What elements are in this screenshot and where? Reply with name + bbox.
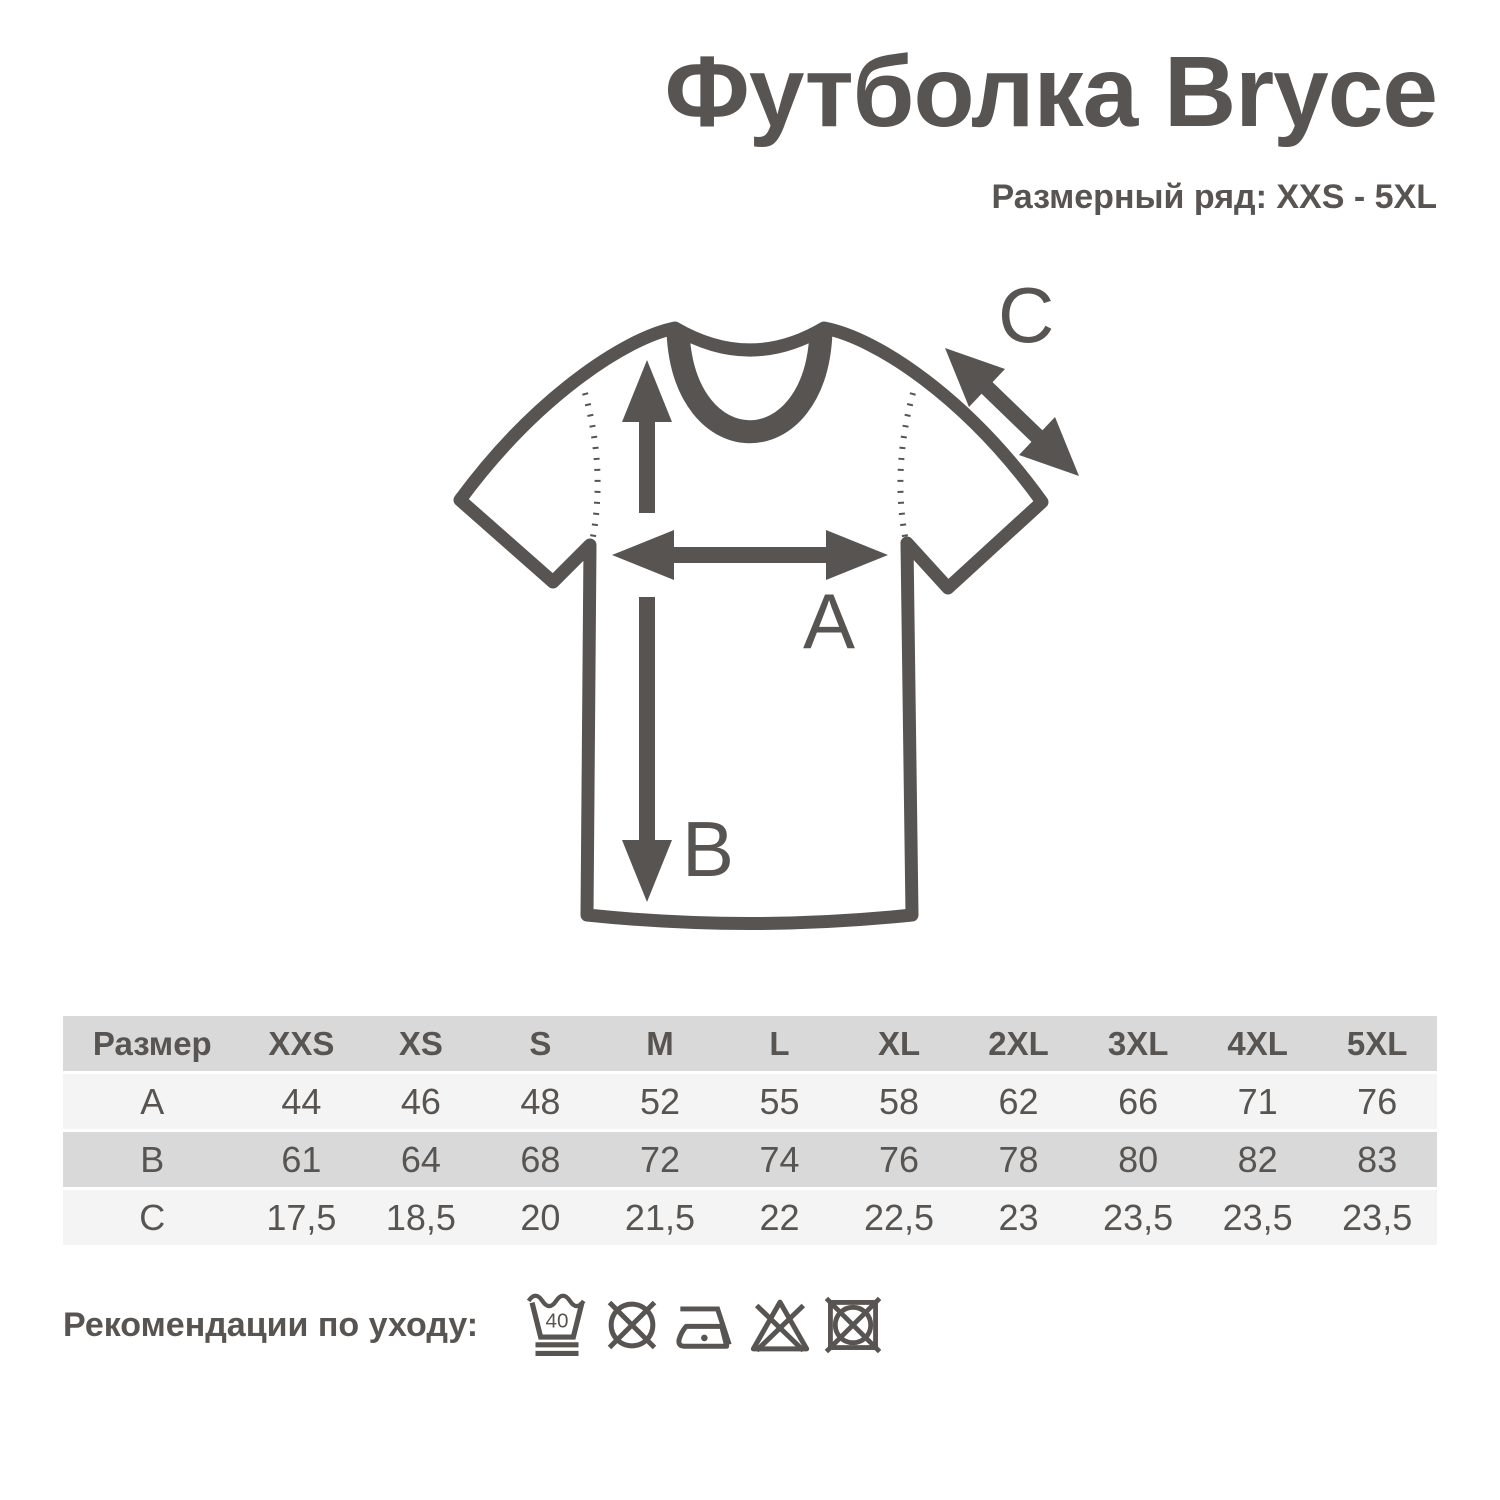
size-table-corner-header: Размер bbox=[63, 1016, 242, 1071]
row-label-cell: A bbox=[63, 1074, 242, 1129]
measurement-cell: 62 bbox=[959, 1074, 1079, 1129]
measurement-cell: 48 bbox=[481, 1074, 601, 1129]
measurement-cell: 80 bbox=[1078, 1132, 1198, 1187]
measurement-cell: 22,5 bbox=[839, 1190, 959, 1245]
wash-temperature: 40 bbox=[545, 1309, 569, 1333]
measurement-cell: 83 bbox=[1317, 1132, 1437, 1187]
size-column-header: 3XL bbox=[1078, 1016, 1198, 1071]
width-label: A bbox=[803, 577, 856, 665]
table-row-B bbox=[63, 1132, 1437, 1187]
measurement-cell: 58 bbox=[839, 1074, 959, 1129]
measurement-cell: 20 bbox=[481, 1190, 601, 1245]
row-label-cell: C bbox=[63, 1190, 242, 1245]
measurement-cell: 78 bbox=[959, 1132, 1079, 1187]
measurement-cell: 66 bbox=[1078, 1074, 1198, 1129]
measurement-cell: 17,5 bbox=[242, 1190, 362, 1245]
measurement-cell: 22 bbox=[720, 1190, 840, 1245]
care-icons-row bbox=[526, 1288, 882, 1362]
header bbox=[664, 36, 1437, 216]
size-column-header: XS bbox=[361, 1016, 481, 1071]
measurement-cell: 44 bbox=[242, 1074, 362, 1129]
size-column-header: XL bbox=[839, 1016, 959, 1071]
size-column-header: 2XL bbox=[959, 1016, 1079, 1071]
size-column-header: M bbox=[600, 1016, 720, 1071]
do-not-bleach-icon bbox=[750, 1297, 810, 1354]
measurement-cell: 23 bbox=[959, 1190, 1079, 1245]
measurement-cell: 76 bbox=[839, 1132, 959, 1187]
measurement-cell: 68 bbox=[481, 1132, 601, 1187]
size-column-header: XXS bbox=[242, 1016, 362, 1071]
size-table bbox=[63, 1013, 1437, 1248]
measurement-cell: 61 bbox=[242, 1132, 362, 1187]
wash-40-icon bbox=[526, 1288, 588, 1362]
size-column-header: S bbox=[481, 1016, 601, 1071]
care-label: Рекомендации по уходу: bbox=[63, 1306, 479, 1344]
do-not-dry-clean-icon bbox=[602, 1295, 662, 1355]
do-not-tumble-dry-icon bbox=[824, 1296, 882, 1354]
sleeve-label: C bbox=[998, 280, 1055, 359]
measurement-cell: 64 bbox=[361, 1132, 481, 1187]
measurement-cell: 55 bbox=[720, 1074, 840, 1129]
size-range-subtitle: Размерный ряд: XXS - 5XL bbox=[991, 178, 1437, 216]
row-label-cell: B bbox=[63, 1132, 242, 1187]
tshirt-measurement-diagram bbox=[420, 280, 1120, 980]
measurement-cell: 21,5 bbox=[600, 1190, 720, 1245]
length-label: B bbox=[682, 805, 735, 893]
measurement-cell: 46 bbox=[361, 1074, 481, 1129]
tshirt-outline bbox=[460, 328, 1042, 924]
table-row-C bbox=[63, 1190, 1437, 1245]
measurement-cell: 52 bbox=[600, 1074, 720, 1129]
measurement-cell: 23,5 bbox=[1198, 1190, 1318, 1245]
size-column-header: L bbox=[720, 1016, 840, 1071]
iron-low-temp-icon bbox=[676, 1299, 736, 1352]
measurement-cell: 82 bbox=[1198, 1132, 1318, 1187]
size-table-wrapper bbox=[63, 1013, 1437, 1248]
measurement-cell: 71 bbox=[1198, 1074, 1318, 1129]
measurement-cell: 76 bbox=[1317, 1074, 1437, 1129]
measurement-cell: 23,5 bbox=[1078, 1190, 1198, 1245]
page-title: Футболка Bryce bbox=[664, 36, 1437, 148]
size-column-header: 4XL bbox=[1198, 1016, 1318, 1071]
size-table-header-row bbox=[63, 1016, 1437, 1071]
measurement-cell: 74 bbox=[720, 1132, 840, 1187]
size-column-header: 5XL bbox=[1317, 1016, 1437, 1071]
measurement-cell: 18,5 bbox=[361, 1190, 481, 1245]
table-row-A bbox=[63, 1074, 1437, 1129]
care-section bbox=[63, 1288, 1437, 1362]
measurement-cell: 72 bbox=[600, 1132, 720, 1187]
measurement-cell: 23,5 bbox=[1317, 1190, 1437, 1245]
